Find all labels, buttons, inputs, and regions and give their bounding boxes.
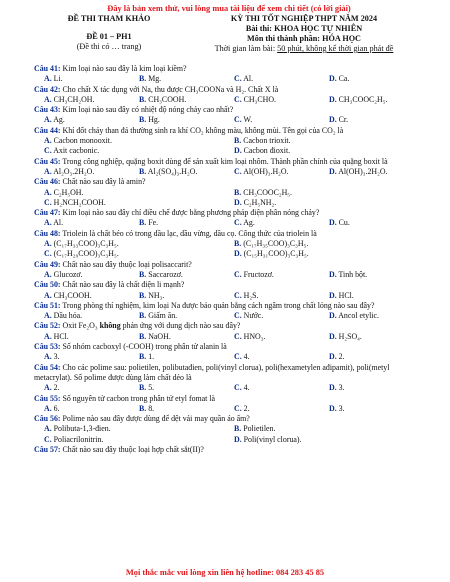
answer-text: Nước. [241,311,264,321]
question-text: Chất nào sau đây thuộc loại polisaccarit? [60,259,192,269]
answer-option [234,383,329,393]
answer-option [234,291,329,301]
answer-option [44,74,139,84]
question-number: Câu 41: [34,64,61,73]
answer-letter: D. [329,74,337,84]
question-stem [34,301,424,311]
answer-letter: B. [139,115,147,125]
answer-text: Cacbon trioxit. [241,136,291,146]
answer-option [44,188,234,198]
answer-options [34,332,424,342]
answer-letter: D. [329,269,337,279]
answer-letter: D. [329,383,337,393]
question-text: Triolein là chất béo có trong dầu lạc, dầu vừng, dầu cọ. Công thức của triolein là [60,228,317,238]
answer-text: 2. [51,383,60,393]
answer-letter: C. [44,146,52,156]
answer-option [44,95,139,105]
answer-letter: B. [139,383,147,393]
answer-letter: B. [139,74,147,84]
answer-letter: C. [234,290,242,300]
question-text: Oxit Fe₂O₃ [60,321,100,331]
answer-option [234,270,329,280]
question-text: Số nhóm cacboxyl (-COOH) trong phân tử alanin là [60,342,227,352]
answer-letter: A. [44,115,52,125]
answer-options [34,424,424,434]
answer-text: Poli(vinyl clorua). [241,434,302,444]
answer-letter: D. [329,218,337,228]
answer-letter: D. [329,94,337,104]
answer-letter: A. [44,331,52,341]
answer-option [44,383,139,393]
answer-option [234,218,329,228]
answer-option [329,404,424,414]
question-text: Khí đốt cháy than đá thường sinh ra khí CO₂ không màu, không mùi. Tên gọi của CO₂ là [60,125,344,135]
question-text: Chất nào sau đây là amin? [60,177,146,187]
question-text: Kim loại nào sau đây chỉ điều chế được bằng phương pháp điện phân nóng chảy? [60,208,320,218]
answer-text: (C₁₇H₂₉COO)₃C₃H₅. [51,249,119,259]
answer-options [34,198,424,208]
answer-letter: B. [139,218,147,228]
question-number: Câu 45: [34,156,61,166]
answer-text: 4. [241,352,250,362]
exam-code: ĐỀ 01 – PH1 [86,32,132,41]
question-stem [34,260,424,270]
answer-letter: C. [234,166,242,176]
answer-text: H₂NCH₂COOH. [51,197,106,207]
answer-letter: C. [44,249,52,259]
answer-text: (C₁₇H₃₃COO)₃C₃H₅. [51,239,119,249]
answer-option [329,167,424,177]
answer-option [329,74,424,84]
question-stem [34,321,424,331]
exam-header [34,14,424,54]
answer-option [139,383,234,393]
hotline-notice: Mọi thắc mắc vui lòng xin liên hệ hotline: 084 283 45 85 [125,568,325,577]
answer-option [44,239,234,249]
answer-option [234,352,329,362]
question-text: Số nguyên tử cacbon trong phân tử etyl fomat là [60,393,216,403]
answer-option [329,383,424,393]
answer-option [139,74,234,84]
answer-option [139,167,234,177]
answer-option [234,332,329,342]
page-count: (Đề thi có … trang) [76,42,142,51]
answer-text: 4. [241,383,250,393]
question-stem [34,414,424,424]
answer-text: HCl. [336,290,354,300]
question-text: Trong công nghiệp, quặng boxit dùng để sản xuất kim loại nhôm. Thành phần chính của quặng boxit là [60,156,388,166]
answer-text: Al(OH)₃.H₂O. [241,166,289,176]
answer-option [329,270,424,280]
answer-option [234,239,424,249]
question-number: Câu 44: [34,125,61,135]
answer-letter: B. [139,403,147,413]
answer-option [329,95,424,105]
answer-option [234,249,424,259]
question-stem [34,126,424,136]
answer-option [44,136,234,146]
answer-option [44,332,139,342]
answer-option [139,404,234,414]
answer-letter: A. [44,403,52,413]
answer-letter: A. [44,136,52,146]
answer-option [44,311,139,321]
question-number: Câu 54: [34,362,61,372]
answer-letter: B. [139,311,147,321]
answer-text: Giấm ăn. [146,311,178,321]
answer-letter: C. [234,94,242,104]
answer-letter: D. [329,290,337,300]
answer-letter: C. [234,74,242,84]
answer-option [329,218,424,228]
answer-text: Cacbon đioxit. [241,146,291,156]
question-stem [34,342,424,352]
answer-letter: C. [44,434,52,444]
answer-option [139,291,234,301]
answer-option [44,424,234,434]
answer-text: (C₁₇H₃₅COO)₃C₃H₅. [241,239,309,249]
answer-text: Al₂(SO₄)₃.H₂O. [146,166,198,176]
answer-options [34,352,424,362]
answer-text: Polibuta-1,3-đien. [51,424,111,434]
answer-text: CH₃COOC₂H₅. [241,187,293,197]
question-stem [34,64,424,74]
answer-letter: B. [139,269,147,279]
answer-letter: C. [44,197,52,207]
answer-option [44,146,234,156]
answer-options [34,74,424,84]
answer-text: Dầu hỏa. [51,311,83,321]
question-text: Chất nào sau đây là chất điện li mạnh? [60,280,185,290]
answer-text: Al(OH)₃.2H₂O. [336,166,388,176]
question-text: Cho chất X tác dụng với Na, thu được CH₃COONa và H₂. Chất X là [60,84,279,94]
answer-text: H₂SO₄. [336,331,362,341]
answer-text: CH₃COOH. [51,290,92,300]
answer-letter: A. [44,383,52,393]
answer-option [234,115,329,125]
question-number: Câu 43: [34,105,61,115]
answer-text: 8. [146,403,155,413]
question-list [34,64,424,455]
answer-text: C₂H₅NH₂. [241,197,277,207]
header-right [184,14,424,54]
answer-letter: A. [44,94,52,104]
answer-text: 5. [146,383,155,393]
answer-letter: D. [234,197,242,207]
answer-text: Axit cacbonic. [51,146,100,156]
question-number: Câu 46: [34,177,61,187]
answer-letter: A. [44,166,52,176]
answer-option [139,95,234,105]
answer-text: Fructozơ. [241,269,274,279]
answer-option [139,311,234,321]
question-number: Câu 48: [34,228,61,238]
question-text: Cho các polime sau: polietilen, polibutađien, poli(vinyl clorua), poli(hexametylen ađipamit), poli(metyl metacrylat). Số polime được dùng làm chất dẻo là [34,362,390,382]
answer-letter: B. [139,290,147,300]
answer-letter: D. [234,434,242,444]
answer-letter: D. [329,403,337,413]
exam-title: KỲ THI TỐT NGHIỆP THPT NĂM 2024 [230,14,378,23]
answer-letter: A. [44,239,52,249]
answer-option [44,249,234,259]
answer-text: Polietilen. [241,424,276,434]
answer-options [34,311,424,321]
answer-option [329,291,424,301]
answer-options [34,291,424,301]
question-number: Câu 56: [34,414,61,424]
answer-option [44,352,139,362]
question-stem [34,208,424,218]
answer-text: Fe. [146,218,159,228]
answer-letter: D. [234,146,242,156]
answer-letter: B. [234,424,242,434]
answer-option [329,352,424,362]
question-number: Câu 55: [34,393,61,403]
answer-text: 1. [146,352,155,362]
answer-letter: B. [139,166,147,176]
answer-text: HCl. [51,331,69,341]
question-text: Kim loại nào sau đây là kim loại kiềm? [60,64,187,73]
answer-text: Al. [51,218,64,228]
answer-letter: A. [44,187,52,197]
answer-options [34,239,424,249]
question-number: Câu 47: [34,208,61,218]
answer-letter: A. [44,424,52,434]
question-number: Câu 49: [34,259,61,269]
question-stem [34,394,424,404]
answer-option [44,167,139,177]
answer-letter: B. [234,136,242,146]
answer-text: 2. [336,352,345,362]
answer-options [34,95,424,105]
answer-letter: D. [329,352,337,362]
answer-letter: C. [234,383,242,393]
answer-option [234,404,329,414]
answer-text: 3. [336,403,345,413]
answer-text: CH₃COOH. [146,94,187,104]
answer-text: C₂H₅OH. [51,187,84,197]
answer-text: HNO₃. [241,331,266,341]
answer-text: Hg. [146,115,160,125]
answer-option [234,188,424,198]
answer-letter: A. [44,290,52,300]
answer-letter: C. [234,311,242,321]
question-stem [34,105,424,115]
answer-options [34,218,424,228]
answer-option [139,270,234,280]
answer-letter: A. [44,218,52,228]
answer-options [34,188,424,198]
answer-text: Ag. [51,115,65,125]
answer-text: Al₂O₃.2H₂O. [51,166,95,176]
answer-options [34,146,424,156]
answer-option [44,115,139,125]
answer-options [34,249,424,259]
answer-text: 6. [51,403,60,413]
answer-option [44,404,139,414]
answer-text: Poliacrilonitrin. [51,434,104,444]
answer-text: Ag. [241,218,255,228]
answer-text: Ca. [336,74,350,84]
question-stem [34,157,424,167]
answer-text: (C₁₅H₃₁COO)₃C₃H₅. [241,249,309,259]
answer-letter: A. [44,74,52,84]
answer-option [139,218,234,228]
answer-letter: D. [329,115,337,125]
exam-time: Thời gian làm bài: 50 phút, không kể thời gian phát đề [214,44,394,53]
answer-letter: B. [234,187,242,197]
answer-letter: D. [329,311,337,321]
answer-option [329,311,424,321]
question-text: Trong phòng thí nghiệm, kim loại Na được bảo quản bằng cách ngâm trong chất lỏng nào sau đây? [60,300,375,310]
answer-option [44,218,139,228]
answer-text: NH₃. [146,290,165,300]
exam-subject: Môn thi thành phần: HÓA HỌC [247,34,361,43]
question-text: Chất nào sau đây thuộc loại hợp chất sắt(II)? [60,444,204,454]
question-stem [34,229,424,239]
question-text: phản ứng với dung dịch nào sau đây? [120,321,241,331]
answer-text: CH₃CH₂OH. [51,94,95,104]
question-text: Polime nào sau đây được dùng để dệt vải may quần áo ấm? [60,414,250,424]
answer-options [34,435,424,445]
answer-option [139,115,234,125]
answer-letter: B. [139,352,147,362]
answer-text: Tinh bột. [336,269,368,279]
answer-option [329,332,424,342]
answer-option [139,352,234,362]
answer-text: Mg. [146,74,162,84]
answer-letter: A. [44,311,52,321]
question-stem [34,445,424,455]
answer-options [34,404,424,414]
answer-option [234,435,424,445]
answer-letter: A. [44,352,52,362]
answer-options [34,115,424,125]
exam-type: ĐỀ THI THAM KHẢO [67,14,151,23]
exam-subject-group: Bài thi: KHOA HỌC TỰ NHIÊN [245,24,363,33]
answer-letter: D. [234,249,242,259]
question-stem [34,280,424,290]
answer-letter: C. [234,352,242,362]
answer-letter: B. [139,331,147,341]
answer-text: CH₃COOC₂H₅. [336,94,388,104]
question-text: Kim loại nào sau đây có nhiệt độ nóng chảy cao nhất? [60,105,234,115]
answer-letter: C. [234,331,242,341]
answer-text: NaOH. [146,331,171,341]
answer-option [234,198,424,208]
answer-options [34,167,424,177]
question-number: Câu 57: [34,444,61,454]
question-number: Câu 52: [34,321,61,331]
answer-option [44,270,139,280]
preview-notice: Đây là bản xem thử, vui lòng mua tài liệu để xem chi tiết (có lời giải) [107,4,351,13]
answer-text: CH₃CHO. [241,94,276,104]
answer-letter: C. [234,403,242,413]
answer-letter: D. [329,166,337,176]
answer-options [34,383,424,393]
answer-option [139,332,234,342]
answer-letter: A. [44,269,52,279]
answer-text: Glucozơ. [51,269,83,279]
answer-text: W. [241,115,253,125]
answer-options [34,136,424,146]
answer-letter: C. [234,115,242,125]
answer-text: H₂S. [241,290,259,300]
question-stem [34,363,424,384]
answer-text: 3. [51,352,60,362]
answer-letter: C. [234,218,242,228]
answer-text: Cu. [336,218,350,228]
answer-option [234,424,424,434]
answer-text: Cacbon monooxit. [51,136,112,146]
question-number: Câu 53: [34,342,61,352]
question-text-emphasis: không [99,321,121,331]
answer-option [234,74,329,84]
answer-option [329,115,424,125]
answer-options [34,270,424,280]
answer-text: Cr. [336,115,349,125]
answer-letter: D. [329,331,337,341]
answer-text: 2. [241,403,250,413]
question-number: Câu 42: [34,84,61,94]
answer-text: 3. [336,383,345,393]
question-number: Câu 50: [34,280,61,290]
answer-text: Ancol etylic. [336,311,379,321]
question-stem [34,177,424,187]
answer-letter: B. [139,94,147,104]
answer-option [234,167,329,177]
answer-text: Al. [241,74,254,84]
answer-option [234,95,329,105]
answer-option [44,198,234,208]
answer-option [44,291,139,301]
answer-text: Li. [51,74,63,84]
question-stem [34,85,424,95]
question-number: Câu 51: [34,300,61,310]
answer-letter: C. [234,269,242,279]
answer-option [234,311,329,321]
header-left [34,14,184,54]
answer-text: Saccarozơ. [146,269,183,279]
answer-option [44,435,234,445]
answer-letter: B. [234,239,242,249]
answer-option [234,136,424,146]
answer-option [234,146,424,156]
